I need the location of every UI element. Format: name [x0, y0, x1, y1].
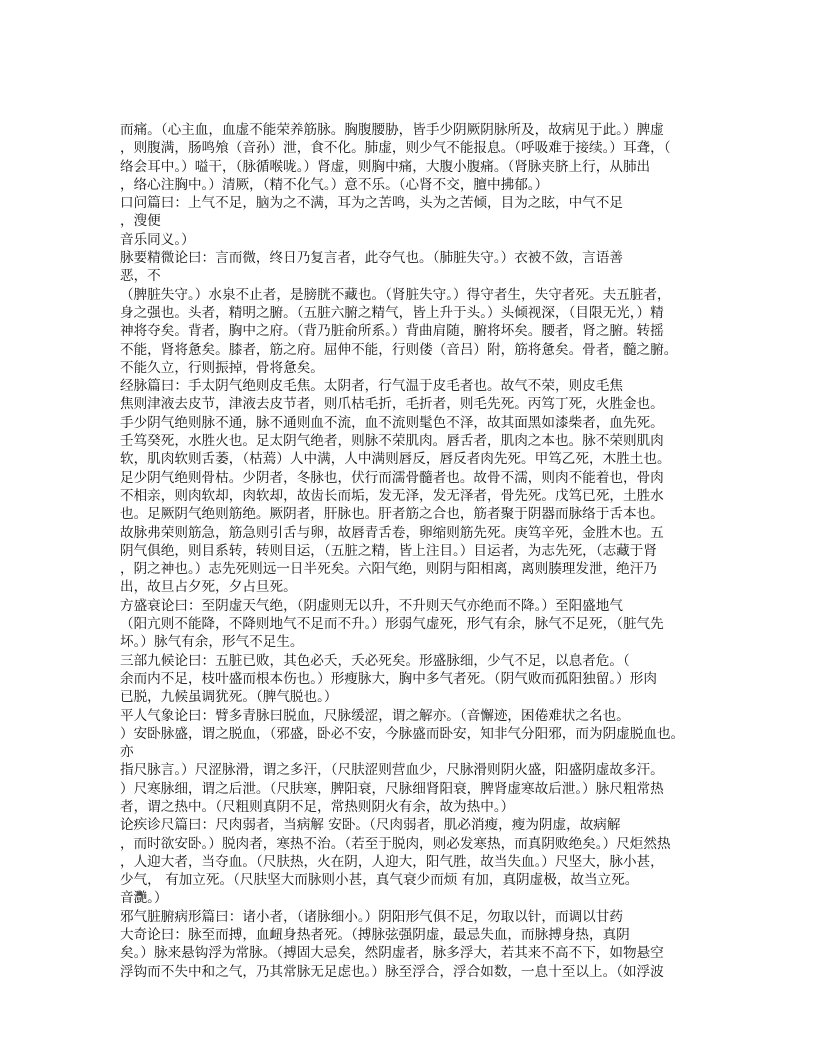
text-line: 出，故旦占夕死，夕占旦死。 — [120, 579, 297, 596]
text-line: 亦 — [120, 744, 134, 761]
text-line: 手少阴气绝则脉不通，脉不通则血不流，血不流则髦色不泽，故其面黑如漆柴者，血先死。 — [120, 414, 664, 431]
text-line: 足少阴气绝则骨枯。少阴者，冬脉也，伏行而濡骨髓者也。故骨不濡，则肉不能着也，骨肉 — [120, 469, 664, 486]
text-line: 音乐同义。） — [120, 231, 195, 248]
text-line: 方盛衰论曰：至阴虚天气绝，（阴虚则无以升，不升则天气亦绝而不降。）至阳盛地气 — [120, 597, 623, 614]
text-line: 坏。）脉气有余，形气不足生。 — [120, 634, 304, 651]
text-line: 音灧。） — [120, 890, 168, 907]
text-line: 而痛。（心主血，血虚不能荣养筋脉。胸腹腰胁，皆手少阴厥阴脉所及，故病见于此。）脾虚 — [120, 122, 664, 138]
text-line: 浮钩而不失中和之气，乃其常脉无足虑也。）脉至浮合，浮合如数，一息十至以上。（如浮波 — [120, 963, 664, 980]
text-line: ，溲便 — [120, 213, 161, 230]
text-line: 恶，不 — [120, 268, 161, 285]
text-line: 论疾诊尺篇曰：尺肉弱者，当病解 安卧。（尺肉弱者，肌必消瘦，瘦为阴虚，故病解 — [120, 817, 621, 834]
text-line: ）尺寒脉细，谓之后泄。（尺肤寒，脾阳衰，尺脉细肾阳衰，脾肾虚寒故后泄。）脉尺粗常热 — [120, 780, 664, 797]
text-line: 已脱，九候虽调犹死。（脾气脱也。） — [120, 689, 338, 706]
text-line: 经脉篇曰：手太阴气绝则皮毛焦。太阴者，行气温于皮毛者也。故气不荣，则皮毛焦 — [120, 378, 623, 395]
text-line: 身之强也。头者，精明之腑。（五脏六腑之精气，皆上升于头。）头倾视深，（目限无光，）精 — [120, 304, 664, 321]
text-line: 壬笃癸死，水胜火也。足太阴气绝者，则脉不荣肌肉。唇舌者，肌肉之本也。脉不荣则肌肉 — [120, 433, 664, 450]
text-line: ，人迎大者，当夺血。（尺肤热，火在阴，人迎大，阳气胜，故当失血。）尺坚大，脉小甚， — [120, 853, 664, 870]
text-line: 者，谓之热中。（尺粗则真阴不足，常热则阴火有余，故为热中。） — [120, 798, 515, 815]
text-line: 络会耳中。）嗌干，（脉循喉咙。）肾虚，则胸中痛，大腹小腹痛。（肾脉夹脐上行，从肺出 — [120, 158, 651, 175]
text-line: 不能，肾将惫矣。膝者，筋之府。屈伸不能，行则偻（音吕）附，筋将惫矣。骨者，髓之腑。 — [120, 341, 678, 358]
text-line: 不能久立，行则振掉，骨将惫矣。 — [120, 359, 324, 376]
text-line: 神将夺矣。背者，胸中之府。（背乃脏俞所系。）背曲肩随，腑将坏矣。腰者，肾之腑。转摇 — [120, 323, 664, 340]
text-line: 不相亲，则肉软却，肉软却，故齿长而垢，发无泽，发无泽者，骨先死。戊笃已死，土胜水 — [120, 487, 664, 504]
text-line: 焦则津液去皮节，津液去皮节者，则爪枯毛折，毛折者，则毛先死。丙笃丁死，火胜金也。 — [120, 396, 664, 413]
text-line: 也。足厥阴气绝则筋绝。厥阴者，肝脉也。肝者筋之合也，筋者聚于阴器而脉络于舌本也。 — [120, 506, 664, 523]
text-line: 少气， 有加立死。（尺肤坚大而脉则小甚，真气衰少而烦 有加，真阴虚极，故当立死。 — [120, 872, 639, 889]
text-line: 矣。）脉来悬钩浮为常脉。（搏固大忌矣，然阴虚者，脉多浮大，若其来不高不下，如物悬空 — [120, 945, 664, 962]
text-line: 脉要精微论曰：言而微，终日乃复言者，此夺气也。（肺脏失守。）衣被不敛，言语善 — [120, 250, 623, 267]
text-line: 阴气俱绝，则目系转，转则目运，（五脏之精，皆上注目。）目运者，为志先死，（志藏于肾 — [120, 542, 657, 559]
document-page — [120, 121, 710, 981]
text-line: 软，肌肉软则舌萎，（枯蔫）人中满，人中满则唇反，唇反者肉先死。甲笃乙死，木胜土也。 — [120, 451, 671, 468]
text-line: 口问篇曰：上气不足，脑为之不满，耳为之苦鸣，头为之苦倾，目为之眩，中气不足 — [120, 195, 623, 212]
text-line: 大奇论曰：脉至而搏，血衄身热者死。（搏脉弦强阴虚，最忌失血，而脉搏身热，真阴 — [120, 927, 630, 944]
text-line: ）安卧脉盛，谓之脱血，（邪盛，卧必不安，今脉盛而卧安，知非气分阳邪，而为阴虚脱血也。 — [120, 725, 685, 742]
text-line: 邪气脏腑病形篇曰：诸小者，（诸脉细小。）阴阳形气俱不足，勿取以针，而调以甘药 — [120, 908, 623, 925]
text-line: 余而内不足，枝叶盛而根本伤也。）形瘦脉大，胸中多气者死。（阴气败而孤阳独留。）形肉 — [120, 670, 657, 687]
text-line: 三部九候论曰：五脏已败，其色必夭，夭必死矣。形盛脉细，少气不足，以息者危。（ — [120, 652, 630, 669]
text-line: ，络心注胸中。）清厥，（精不化气。）意不乐。（心肾不交，膻中拂郁。） — [120, 176, 549, 193]
text-line: 平人气象论曰：臂多青脉曰脱血，尺脉缓涩，谓之解亦。（音懈迹，困倦难状之名也。 — [120, 707, 630, 724]
text-line: 指尺脉言。）尺涩脉滑，谓之多汗，（尺肤涩则营血少，尺脉滑则阴火盛，阳盛阴虚故多汗。 — [120, 762, 664, 779]
text-line: （脾脏失守。）水泉不止者，是膀胱不藏也。（肾脏失守。）得守者生，失守者死。夫五脏者， — [120, 286, 671, 303]
text-line: ，阴之神也。）志先死则远一日半死矣。六阳气绝，则阴与阳相离，离则腠理发泄，绝汗乃 — [120, 561, 657, 578]
text-line: （阳亢则不能降，不降则地气不足而不升。）形弱气虚死，形气有余，脉气不足死，（脏气先 — [120, 616, 664, 633]
text-line: 故脉弗荣则筋急，筋急则引舌与卵，故唇青舌卷，卵缩则筋先死。庚笃辛死，金胜木也。五 — [120, 524, 664, 541]
text-line: ，而时欲安卧。）脱肉者，寒热不治。（若至于脱肉，则必发寒热，而真阴败绝矣。）尺炬然热 — [120, 835, 671, 852]
text-line: ，则腹满，肠鸣飧（音孙）泄，食不化。肺虚，则少气不能报息。（呼吸难于接续。）耳聋，（ — [120, 140, 671, 157]
